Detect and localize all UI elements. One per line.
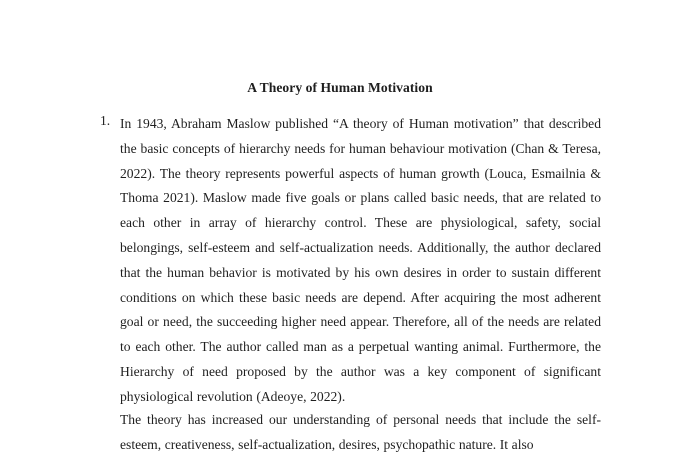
body-paragraph: In 1943, Abraham Maslow published “A theory of Human motivation” that described the basic concepts of hierarchy needs for human behaviour motivation (Chan & Teresa, 2022). The theory represents powerful aspects of human growth (Louca, Esmailnia & Thoma 2021). Maslow made five goals or plans called basic needs, that are related to each other in array of hierarchy control. These are physiological, safety, social belongings, self-esteem and self-actualization needs. Additionally, the author declared that the human behavior is motivated by his own desires in order to sustain different conditions on which these basic needs are depend. After acquiring the most adherent goal or need, the succeeding higher need appear. Therefore, all of the needs are related to each other. The author called man as a perpetual wanting animal. Furthermore, the Hierarchy of need proposed by the author was a key component of significant physiological revolution (Adeoye, 2022). bbox=[120, 116, 601, 404]
body-paragraph: The theory has increased our understanding of personal needs that include the self-esteem, creativeness, self-actualization, desires, psychopathic nature. It also bbox=[120, 412, 601, 452]
document-title: A Theory of Human Motivation bbox=[247, 80, 433, 95]
list-number: 1. bbox=[100, 113, 111, 128]
